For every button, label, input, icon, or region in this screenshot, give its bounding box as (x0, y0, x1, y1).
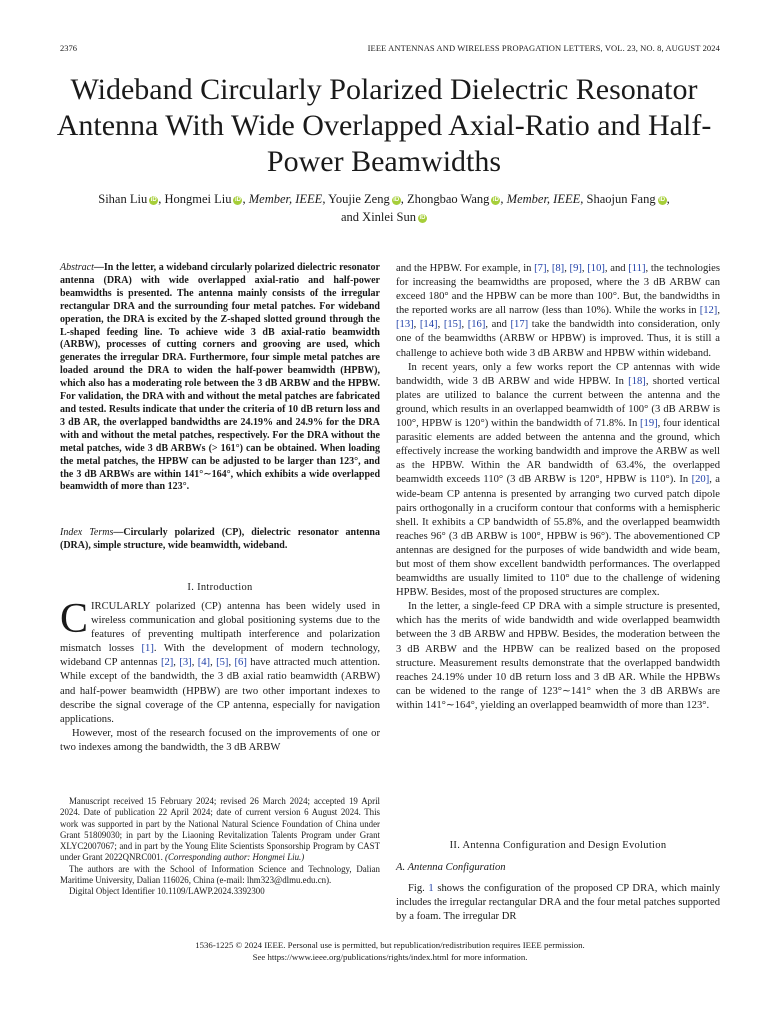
orcid-icon[interactable]: iD (150, 197, 157, 203)
author-membership: Member, IEEE (248, 192, 323, 206)
text-run: and the HPBW. For example, in (396, 263, 535, 274)
citation-link[interactable]: [4] (197, 657, 211, 669)
paper-title: Wideband Circularly Polarized Dielectric Resonator Antenna With Wide Overlapped Axial-Ratio and Half-Power Beamwidths (56, 73, 712, 178)
citation-link[interactable]: [18] (628, 375, 646, 387)
text-run: , shorted vertical plates are utilized to balance the current between the antenna and the ground, which results in an overlapped beamwidth of 100° (3 dB ARBW is 100°, HPBW is 120°) within the bandwidth of 71.8%. In (396, 375, 720, 430)
text-run: take the bandwidth into consideration, only one of the beamwidths (ARBW or HPBW) is improved. Thus, it is still a challenge to achieve both wide 3 dB ARBW and HPBW within wideband. (396, 319, 721, 359)
footnote-manuscript (60, 796, 380, 864)
author-name: Zhongbao Wang (406, 192, 490, 206)
citation-link[interactable]: [17] (510, 319, 529, 331)
citation-link[interactable]: [13] (396, 319, 414, 331)
orcid-icon[interactable]: iD (492, 197, 499, 203)
abstract (60, 262, 380, 494)
right-column-body (396, 262, 720, 713)
citation-link[interactable]: [12] (699, 305, 718, 317)
section-heading-antenna-configuration: II. Antenna Configuration and Design Evolution (449, 840, 667, 851)
citation-link[interactable]: [1] (141, 643, 154, 655)
orcid-icon[interactable]: iD (393, 197, 400, 203)
section-heading-introduction: I. Introduction (187, 582, 253, 593)
index-terms-text: —Circularly polarized (CP), dielectric resonator antenna (DRA), simple structure, wide beamwidth, wideband. (60, 527, 380, 551)
citation-link[interactable]: [15] (443, 319, 462, 331)
rights-line: See https://www.ieee.org/publications/rights/index.html for more information. (252, 951, 528, 962)
paragraph (396, 361, 720, 601)
citation-link[interactable]: [3] (179, 657, 192, 669)
text-run: , four identical parasitic elements are added between the antenna and the ground, which effectively increase the working bandwidth and improve the ARBW as well as the HPBW. Within the AR bandwidth of 63.4%, the overlapped beamwidth exceeds 110° (3 dB ARBW is 120°, HPBW is 110°). In (396, 418, 720, 486)
citation-link[interactable]: [14] (419, 319, 438, 331)
abstract-label: Abstract (60, 262, 94, 273)
index-terms (60, 527, 380, 553)
paragraph: and the HPBW. For example, in [7], [8], [9], [10], and [11], the technologies for increasing the beamwidths are proposed, where the 3 dB ARBW can exceed 180° and the HPBW can be more than 100°. But, the bandwidths in the reported works are all narrow (less than 10%). While the works in [12], [13], [14], [15], [16], and [17] take the bandwidth into consideration, only one of the beamwidths (ARBW or HPBW) is improved. Thus, it is still a challenge to achieve both wide 3 dB ARBW and HPBW within wideband. (396, 263, 721, 359)
citation-link[interactable]: [19] (640, 418, 658, 430)
author-membership: Member, IEEE (506, 192, 581, 206)
text-run: In recent years, only a few works report the CP antennas with wide bandwidth, wide 3 dB ARBW and wide HPBW. In (396, 361, 720, 387)
corresponding-author: (Corresponding author: Hongmei Liu.) (165, 852, 305, 863)
orcid-icon[interactable]: iD (659, 197, 666, 203)
text-run: shows the configuration of the proposed CP DRA, which mainly includes the irregular rectangular DRA and the four metal patches supported by a foam. The irregular DR (396, 883, 721, 923)
paragraph: However, most of the research focused on the improvements of one or two indexes among the bandwidth, the 3 dB ARBW (60, 727, 380, 753)
page-number: 2376 (60, 43, 77, 53)
paragraph (396, 882, 720, 924)
citation-link[interactable]: [20] (691, 474, 710, 486)
text-run: Manuscript received 15 February 2024; revised 26 March 2024; accepted 19 April 2024. Date of publication 22 April 2024; date of current version 6 August 2024. This work was supported in part by the National Natural Science Foundation of China under Grant 51809030; in part by the Liaoning Revitalization Talents Program under Grant XLYC2007067; and in part by the Young Elite Scientists Sponsorship Program by CAST under Grant 2022QNRC001. (60, 796, 380, 863)
paragraph: CIRCULARLY polarized (CP) antenna has been widely used in wireless communication and global positioning systems due to the features of preventing multipath interference and polarization mismatch losses [1]. With the development of modern technology, wideband CP antennas [2], [3], [4], [5], [6] have attracted much attention. While except of the bandwidth, the 3 dB axial ratio beamwidth (ARBW) and half-power beamwidth (HPBW) are two other important indexes to describe the signal coverage of the CP antenna, especially for navigation applications. (60, 596, 381, 725)
citation-link[interactable]: [7] (534, 263, 547, 274)
text-run: , the technologies for increasing the beamwidths are proposed, where the 3 dB ARBW can exceed 180° and the HPBW can be more than 100°. But, the bandwidths in the reported works are all narrow (less than 10%). While the works in (396, 263, 721, 317)
author-list: Sihan Liu iD , Hongmei Liu iD , Member, IEEE, Youjie Zeng iD , Zhongbao Wang iD , Member, IEEE, Shaojun Fang iD , and Xinlei Sun iD (98, 192, 670, 224)
abstract-text: —In the letter, a wideband circularly polarized dielectric resonator antenna (DRA) with wide overlapped axial-ratio and half-power beamwidths is presented. The antenna mainly consists of the irregular rectangular DRA and the surrounding four metal patches. For wideband operation, the DRA is excited by the Z-shaped slotted ground through the L-shaped feeding line. To achieve wide 3 dB axial-ratio beamwidth (ARBW), processes of cutting corners and grooving are used, which generates the irregular DRA. Furthermore, four simple metal patches are loaded around the DRA to widen the half-power beamwidth (HPBW), which also has a moderating role between the 3 dB ARBW and the HPBW. For validation, the DRA with and without the metal patches are fabricated and tested. Results indicate that under the criteria of 10 dB return loss and 3 dB AR, the overlapped bandwidths are 24.19% and 24.9% for the DRA with and without the metal patches, respectively. For the DRA without the metal patches, wide 3 dB ARBWs (> 161°) can be obtained. When loading the metal patches, the HPBW can be adjusted to be larger than 123°, and the 3 dB ARBWs are within 141°∼164°, which exhibits a wide overlapped beamwidth of more than 123°. (60, 262, 380, 493)
text-run: have attracted much attention. While except of the bandwidth, the 3 dB axial ratio beamwidth (ARBW) and half-power beamwidth (HPBW) are two other important indexes to describe the signal coverage of the CP antenna, especially for navigation applications. (60, 657, 381, 725)
author-name: Xinlei Sun (362, 210, 416, 224)
citation-link[interactable]: [9] (569, 263, 582, 274)
copyright-line: 1536-1225 © 2024 IEEE. Personal use is permitted, but republication/redistribution requires IEEE permission. (195, 940, 585, 950)
subsection-heading: A. Antenna Configuration (396, 862, 506, 873)
index-terms-label: Index Terms (60, 527, 114, 538)
figure-link[interactable]: 1 (428, 883, 434, 894)
citation-link[interactable]: [2] (160, 657, 174, 669)
text-run: Fig. (408, 883, 429, 894)
copyright-footer (60, 940, 720, 963)
introduction-body (60, 596, 381, 755)
author-name: Youjie Zeng (328, 192, 390, 206)
author-conjunction: and (340, 210, 360, 224)
author-name: Sihan Liu (98, 192, 148, 206)
author-name: Hongmei Liu (164, 192, 232, 206)
text-run: IRCULARLY polarized (CP) antenna has been widely used in wireless communication and global positioning systems due to the features of preventing multipath interference and polarization mismatch losses (60, 601, 380, 655)
footnote-doi: Digital Object Identifier 10.1109/LAWP.2024.3392300 (69, 886, 265, 897)
citation-link[interactable]: [8] (551, 263, 565, 274)
paragraph: In the letter, a single-feed CP DRA with a simple structure is presented, which has the merits of wide bandwidth and wide overlapped beamwidth between the 3 dB ARBW and HPBW. Besides, the moderation between the 3 dB ARBW and the HPBW can be realized based on the proposed structure. Measurement results demonstrate that the overlapped bandwidth reaches 24.19% under 10 dB return loss and 3 dB AR. While the HPBWs can be widened to the range of 123°∼141° when the 3 dB ARBWs are within 141°∼164°, yielding an overlapped beamwidth of more than 123°. (396, 601, 720, 711)
drop-cap: C (60, 596, 89, 642)
citation-link[interactable]: [6] (234, 657, 247, 669)
citation-link[interactable]: [10] (587, 263, 605, 274)
footnote (60, 796, 380, 898)
citation-link[interactable]: [11] (628, 263, 646, 274)
author-name: Shaojun Fang (586, 192, 656, 206)
orcid-icon[interactable]: iD (419, 215, 426, 221)
citation-link[interactable]: [16] (467, 319, 486, 331)
journal-name: IEEE ANTENNAS AND WIRELESS PROPAGATION LETTERS, VOL. 23, NO. 8, AUGUST 2024 (367, 43, 720, 53)
orcid-icon[interactable]: iD (234, 197, 241, 203)
text-run: , a wide-beam CP antenna is presented by arranging two curved patch dipole pairs orthogonally in a cruciform contour that conforms with a hemispheric shell. It exhibits a CP bandwidth of 55.8%, and the overlapped beamwidth reaches 96° (3 dB ARBW is 100°, HPBW is 96°). The abovementioned CP antennas are designed for the purposes of wide bandwidth and wide beam, but most of them show excellent bandwidth performances. The overlapped beamwidths are usually limited to 110° due to the challenge of widening HPBW. Besides, most of the proposed structures are complex. (396, 474, 721, 599)
text-run: . With the development of modern technology, wideband CP antennas (60, 643, 380, 669)
section2-body (396, 882, 720, 924)
citation-link[interactable]: [5] (216, 657, 229, 669)
footnote-affiliation: The authors are with the School of Information Science and Technology, Dalian Maritime University, Dalian 116026, China (e-mail: lhm323@dlmu.edu.cn). (60, 863, 380, 886)
